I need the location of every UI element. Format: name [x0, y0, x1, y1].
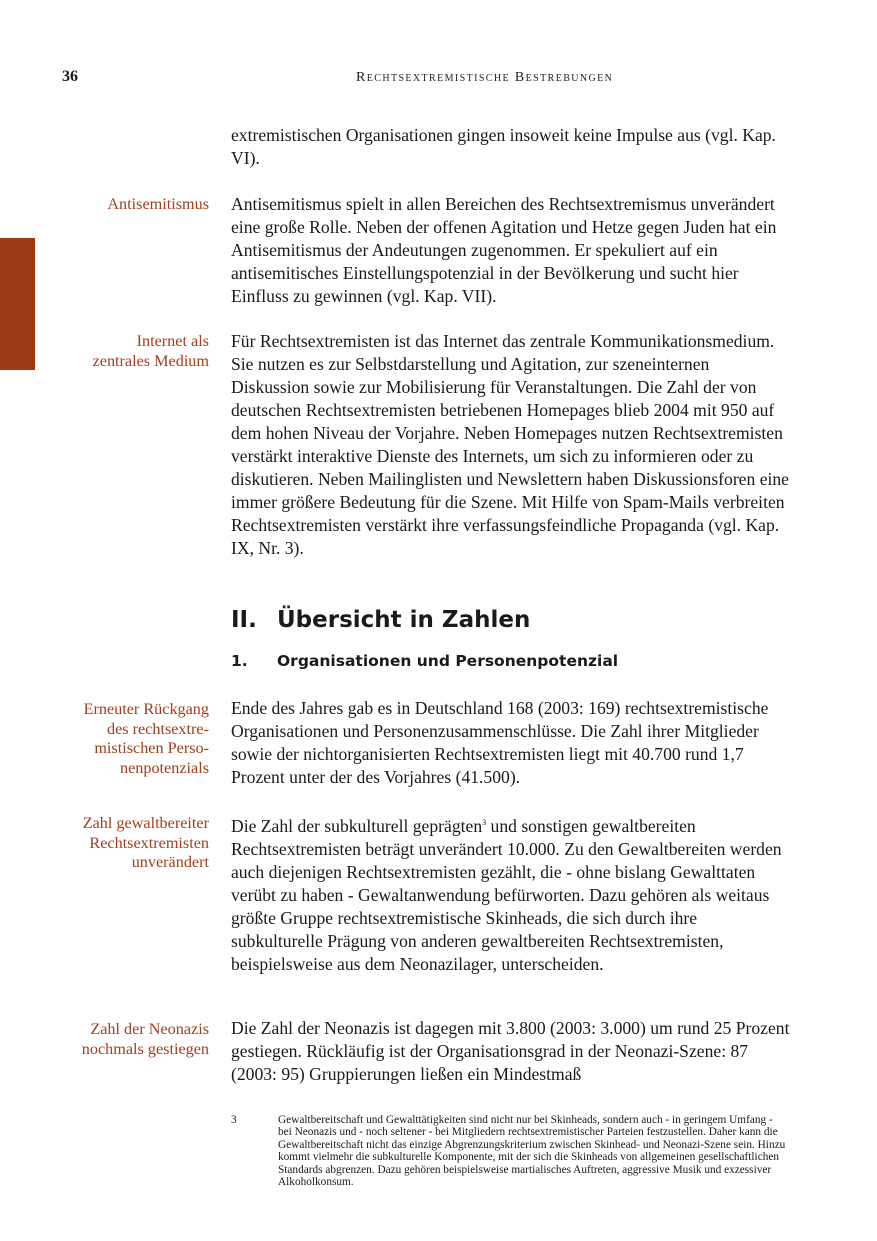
subsection-number: 1.: [231, 652, 248, 670]
margin-note-line: Zahl der Neonazis: [90, 1020, 209, 1038]
section-title: Übersicht in Zahlen: [277, 607, 531, 633]
footnote-number: 3: [231, 1114, 237, 1126]
footnote-reference[interactable]: 3: [482, 818, 487, 827]
margin-note-line: nochmals gestiegen: [81, 1039, 209, 1058]
paragraph-text: Die Zahl der Neonazis ist dagegen mit 3.800 (2003: 3.000) um rund 25 Prozent gestiegen. Rückläufig ist der Organisationsgrad in der Neonazi-Szene: 87 (2003: 95) Gruppierungen ließen ein Mindestmaß: [231, 1018, 790, 1084]
margin-note-line: Antisemitismus: [107, 195, 209, 213]
subsection-heading: [231, 652, 618, 670]
paragraph-text: [231, 811, 791, 976]
margin-note-gewaltbereit: [40, 814, 209, 873]
paragraph-organisationen: [231, 697, 791, 789]
margin-note-line: Zahl gewaltbereiter: [82, 814, 209, 832]
margin-note-line: Rechtsextremisten: [89, 833, 209, 852]
margin-note-line: nenpotenzials: [120, 758, 209, 777]
margin-note-line: Erneuter Rückgang: [83, 700, 209, 718]
section-number: II.: [231, 607, 257, 633]
paragraph-gewaltbereit: [231, 811, 791, 976]
chapter-side-tab: [0, 238, 35, 370]
footnote: [231, 1114, 791, 1188]
margin-note-line: mistischen Perso-: [94, 739, 209, 757]
footnote-text: Gewaltbereitschaft und Gewalttätigkeiten sind nicht nur bei Skinheads, sondern auch - in geringem Umfang - bei Neonazis und - noch seltener - bei Mitgliedern rechtsextremistischer Parteien festzustellen. Daher kann die Gewaltbereitschaft nicht das einzige Abgrenzungskriterium zwischen Skinhead- und Neonazi-Szene sein. Hinzu kommt vielmehr die subkulturelle Komponente, mit der sich die Skinheads von allgemeinen gesellschaftlichen Standards abgrenzen. Dazu gehören beispielsweise martialisches Auftreten, aggressive Musik und exzessiver Alkoholkonsum.: [278, 1114, 786, 1189]
margin-note-line: des rechtsextre-: [106, 719, 209, 738]
running-head: Rechtsextremistische Bestrebungen: [356, 70, 614, 85]
page-number: 36: [62, 68, 78, 85]
subsection-title: Organisationen und Personenpotenzial: [277, 652, 619, 670]
margin-note-rueckgang: [40, 700, 209, 778]
paragraph-neonazis: [231, 1017, 791, 1086]
margin-note-line: zentrales Medium: [92, 351, 209, 370]
margin-note-line: Internet als: [136, 332, 209, 350]
paragraph-antisemitismus: [231, 193, 791, 308]
paragraph-text: Für Rechtsextremisten ist das Internet das zentrale Kommunikationsmedium. Sie nutzen es zur Selbstdarstellung und Agitation, zur szeneinternen Diskussion sowie zur Mobilisierung für Veranstaltungen. Die Zahl der von deutschen Rechtsextremisten betriebenen Homepages blieb 2004 mit 950 auf dem hohen Niveau der Vorjahre. Neben Homepages nutzen Rechtsextremisten verstärkt interaktive Dienste des Internets, um sich zu informieren oder zu diskutieren. Neben Mailinglisten und Newslettern haben Diskussionsforen eine immer größere Bedeutung für die Szene. Mit Hilfe von Spam-Mails verbreiten Rechtsextremisten verstärkt ihre verfassungsfeindliche Propaganda (vgl. Kap. IX, Nr. 3).: [231, 331, 789, 558]
paragraph-text: extremistischen Organisationen gingen insoweit keine Impulse aus (vgl. Kap. VI).: [231, 125, 776, 168]
margin-note-internet: [40, 332, 209, 371]
paragraph-text: Ende des Jahres gab es in Deutschland 168 (2003: 169) rechtsextremistische Organisationen und Personenzusammenschlüsse. Die Zahl ihrer Mitglieder sowie der nichtorganisierten Rechtsextremisten liegt mit 40.700 rund 1,7 Prozent unter der des Vorjahres (41.500).: [231, 698, 769, 787]
paragraph-text-part: und sonstigen gewaltbereiten Rechtsextremisten beträgt unverändert 10.000. Zu den Gewaltbereiten werden auch diejenigen Rechtsextremisten gezählt, die - ohne bislang Gewalttaten verübt zu haben - Gewaltanwendung befürworten. Dazu gehören als weitaus größte Gruppe rechtsextremistische Skinheads, die sich durch ihre subkulturelle Prägung von anderen gewaltbereiten Rechtsextremisten, beispielsweise aus dem Neonazilager, unterscheiden.: [231, 816, 782, 974]
margin-note-neonazis: [40, 1020, 209, 1059]
paragraph-continuation: [231, 124, 791, 170]
paragraph-internet: [231, 330, 791, 560]
paragraph-text: Antisemitismus spielt in allen Bereichen des Rechtsextremismus unverändert eine große Rolle. Neben der offenen Agitation und Hetze gegen Juden hat ein Antisemitismus der Andeutungen zugenommen. Er spekuliert auf ein antisemitisches Einstellungspotenzial in der Bevölkerung und sucht hier Einfluss zu gewinnen (vgl. Kap. VII).: [231, 194, 777, 306]
section-heading: [231, 607, 530, 633]
paragraph-text-part: Die Zahl der subkulturell geprägten: [231, 816, 483, 836]
margin-note-antisemitismus: [40, 195, 209, 215]
margin-note-line: unverändert: [131, 853, 209, 871]
